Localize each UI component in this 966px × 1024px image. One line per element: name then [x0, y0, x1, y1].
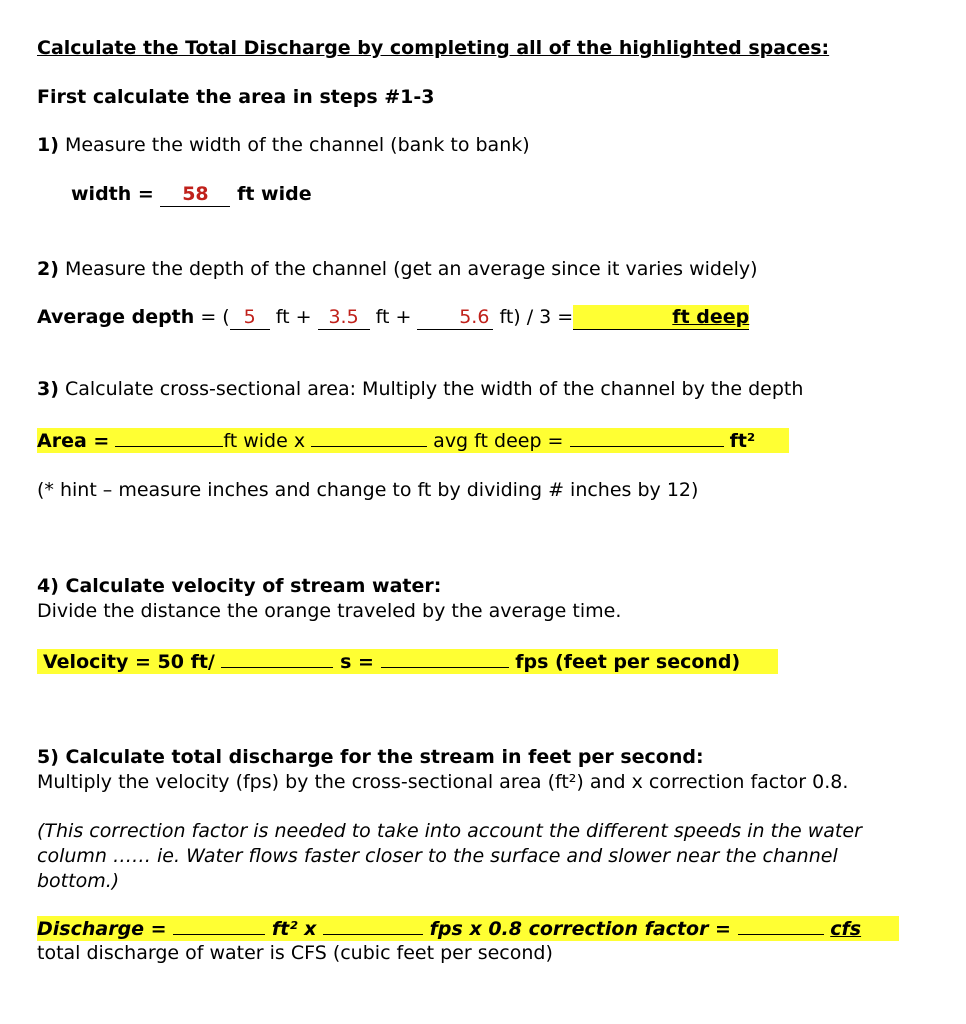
- total-discharge-text: total discharge of water is CFS (cubic feet per second): [37, 942, 553, 964]
- depth1-unit: ft +: [275, 306, 312, 328]
- subtitle: First calculate the area in steps #1-3: [37, 86, 435, 108]
- discharge-row: [37, 916, 899, 941]
- step2-number: 2): [37, 258, 59, 280]
- width-label: width =: [71, 183, 154, 205]
- area-result-blank[interactable]: [570, 428, 724, 447]
- velocity-time-blank[interactable]: [221, 649, 333, 668]
- depth1-blank[interactable]: [230, 305, 270, 330]
- depth2-value: 3.5: [328, 306, 359, 328]
- width-value: 58: [182, 183, 209, 205]
- discharge-velocity-blank[interactable]: [323, 916, 423, 935]
- area-ft-wide: ft wide x: [223, 430, 306, 452]
- depth2-unit: ft +: [375, 306, 412, 328]
- depth2-blank[interactable]: [318, 305, 370, 330]
- note-line2: column …… ie. Water flows faster closer to the surface and slower near the channel: [37, 845, 838, 867]
- step1-instruction: [37, 133, 530, 157]
- velocity-result-blank[interactable]: [381, 649, 509, 668]
- note-line3: bottom.): [37, 870, 120, 892]
- step3-number: 3): [37, 378, 59, 400]
- avg-depth-label: Average depth: [37, 306, 195, 328]
- velocity-row: [37, 649, 778, 674]
- width-unit: ft wide: [237, 183, 312, 205]
- velocity-label: Velocity = 50 ft/: [43, 651, 215, 673]
- depth1-value: 5: [243, 306, 256, 328]
- discharge-area-blank[interactable]: [173, 916, 265, 935]
- avg-depth-answer[interactable]: [573, 305, 749, 330]
- area-unit: ft²: [729, 430, 756, 452]
- hint-text: (* hint – measure inches and change to ft by dividing # inches by 12): [37, 479, 699, 501]
- eq-open: = (: [200, 306, 230, 328]
- depth3-value: 5.6: [459, 306, 490, 328]
- step4-heading: 4) Calculate velocity of stream water:: [37, 575, 442, 597]
- discharge-result-blank[interactable]: [738, 916, 824, 935]
- page-title: Calculate the Total Discharge by completing all of the highlighted spaces:: [37, 37, 830, 59]
- area-width-blank[interactable]: [115, 428, 223, 447]
- avg-depth-unit: ft deep: [672, 306, 750, 328]
- discharge-cfs: cfs: [830, 918, 862, 940]
- step1-text: Measure the width of the channel (bank to bank): [64, 134, 530, 156]
- depth-close: ft) / 3 =: [499, 306, 574, 328]
- step1-number: 1): [37, 134, 59, 156]
- depth3-blank[interactable]: [417, 305, 493, 330]
- area-depth-blank[interactable]: [311, 428, 427, 447]
- step3-text: Calculate cross-sectional area: Multiply the width of the channel by the depth: [64, 378, 804, 400]
- discharge-label: Discharge =: [37, 918, 167, 940]
- discharge-ft2x: ft² x: [271, 918, 317, 940]
- step3-instruction: [37, 377, 803, 401]
- width-row: [71, 182, 312, 207]
- area-avg-ft-deep: avg ft deep =: [433, 430, 564, 452]
- step2-instruction: [37, 257, 758, 281]
- step5-heading: 5) Calculate total discharge for the stream in feet per second:: [37, 746, 704, 768]
- velocity-fps: fps (feet per second): [515, 651, 741, 673]
- velocity-s-eq: s =: [340, 651, 374, 673]
- avg-depth-row: [37, 305, 749, 330]
- note-line1: (This correction factor is needed to take into account the different speeds in the water: [37, 820, 862, 842]
- area-row: [37, 428, 789, 453]
- width-blank[interactable]: [160, 182, 230, 207]
- step4-text: Divide the distance the orange traveled by the average time.: [37, 600, 622, 622]
- step5-text: Multiply the velocity (fps) by the cross-sectional area (ft²) and x correction factor 0.8.: [37, 771, 849, 793]
- step2-text: Measure the depth of the channel (get an average since it varies widely): [64, 258, 758, 280]
- area-label: Area =: [37, 430, 110, 452]
- discharge-fps-x: fps x 0.8 correction factor =: [429, 918, 731, 940]
